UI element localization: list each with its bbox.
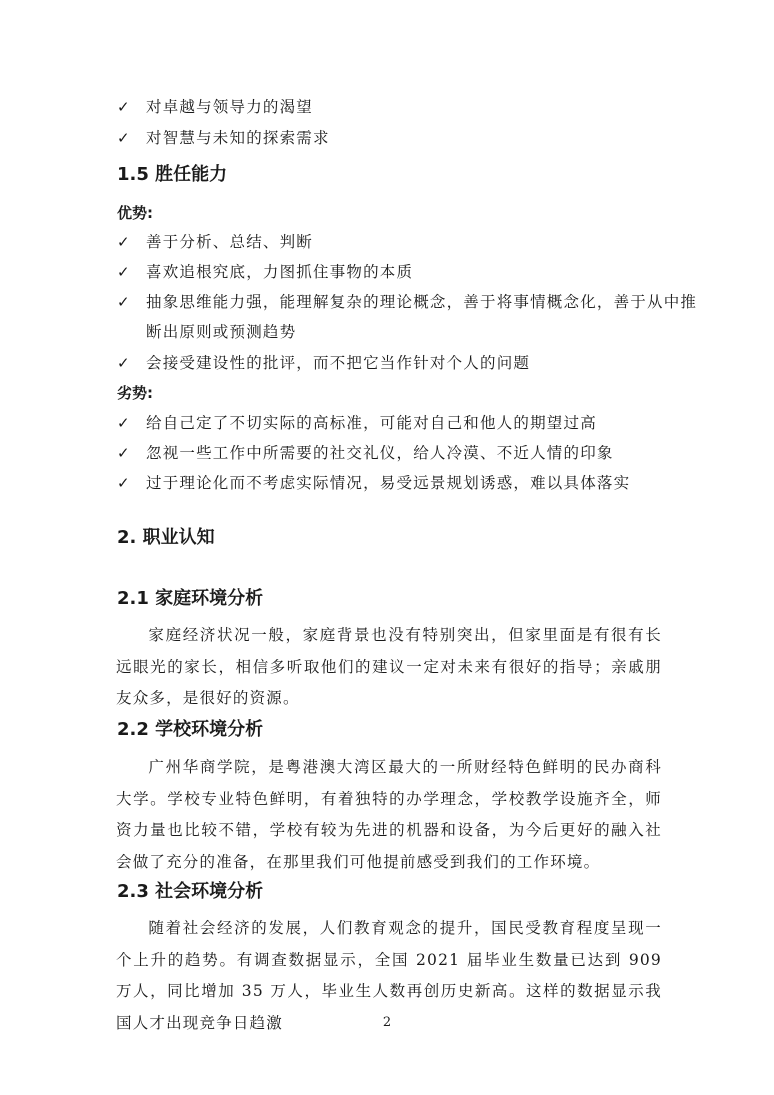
check-icon: ✓: [117, 263, 130, 281]
strength-item-continued: 断出原则或预测趋势: [146, 323, 297, 341]
section-heading-2-2: 2.2 学校环境分析: [117, 719, 264, 740]
strength-item: 善于分析、总结、判断: [146, 233, 314, 251]
strength-item: 抽象思维能力强，能理解复杂的理论概念，善于将事情概念化，善于从中推: [146, 293, 698, 311]
paragraph-society: 随着社会经济的发展，人们教育观念的提升，国民受教育程度呈现一个上升的趋势。有调查数据显示，全国 2021 届毕业生数量已达到 909 万人，同比增加 35 万人，毕业生人数再创历史新高。这样的数据显示我国人才出现竞争日趋激: [116, 919, 662, 1032]
section-heading-2-3: 2.3 社会环境分析: [117, 881, 264, 902]
check-icon: ✓: [117, 233, 130, 251]
check-icon: ✓: [117, 129, 130, 147]
weakness-item: 过于理论化而不考虑实际情况，易受远景规划诱惑，难以具体落实: [146, 474, 631, 492]
list-item: 对卓越与领导力的渴望: [146, 98, 314, 116]
check-icon: ✓: [117, 474, 130, 492]
paragraph-school: 广州华商学院，是粤港澳大湾区最大的一所财经特色鲜明的民办商科大学。学校专业特色鲜明，有着独特的办学理念，学校教学设施齐全，师资力量也比较不错，学校有较为先进的机器和设备，为今后更好的融入社会做了充分的准备，在那里我们可他提前感受到我们的工作环境。: [116, 758, 662, 871]
section-heading-2: 2. 职业认知: [117, 527, 215, 548]
weakness-item: 忽视一些工作中所需要的社交礼仪，给人冷漠、不近人情的印象: [146, 444, 614, 462]
section-heading-2-1: 2.1 家庭环境分析: [117, 588, 264, 609]
paragraph-family: 家庭经济状况一般，家庭背景也没有特别突出，但家里面是有很有长远眼光的家长，相信多听取他们的建议一定对未来有很好的指导；亲戚朋友众多，是很好的资源。: [116, 626, 662, 707]
weakness-item: 给自己定了不切实际的高标准，可能对自己和他人的期望过高: [146, 414, 597, 432]
check-icon: ✓: [117, 444, 130, 462]
section-heading-1-5: 1.5 胜任能力: [117, 164, 228, 185]
weaknesses-label: 劣势:: [117, 384, 153, 402]
strengths-label: 优势:: [117, 204, 153, 222]
strength-item: 会接受建设性的批评，而不把它当作针对个人的问题: [146, 354, 531, 372]
check-icon: ✓: [117, 293, 130, 311]
check-icon: ✓: [117, 414, 130, 432]
list-item: 对智慧与未知的探索需求: [146, 129, 330, 147]
check-icon: ✓: [117, 98, 130, 116]
page-number: 2: [382, 1015, 392, 1030]
check-icon: ✓: [117, 354, 130, 372]
strength-item: 喜欢追根究底，力图抓住事物的本质: [146, 263, 414, 281]
